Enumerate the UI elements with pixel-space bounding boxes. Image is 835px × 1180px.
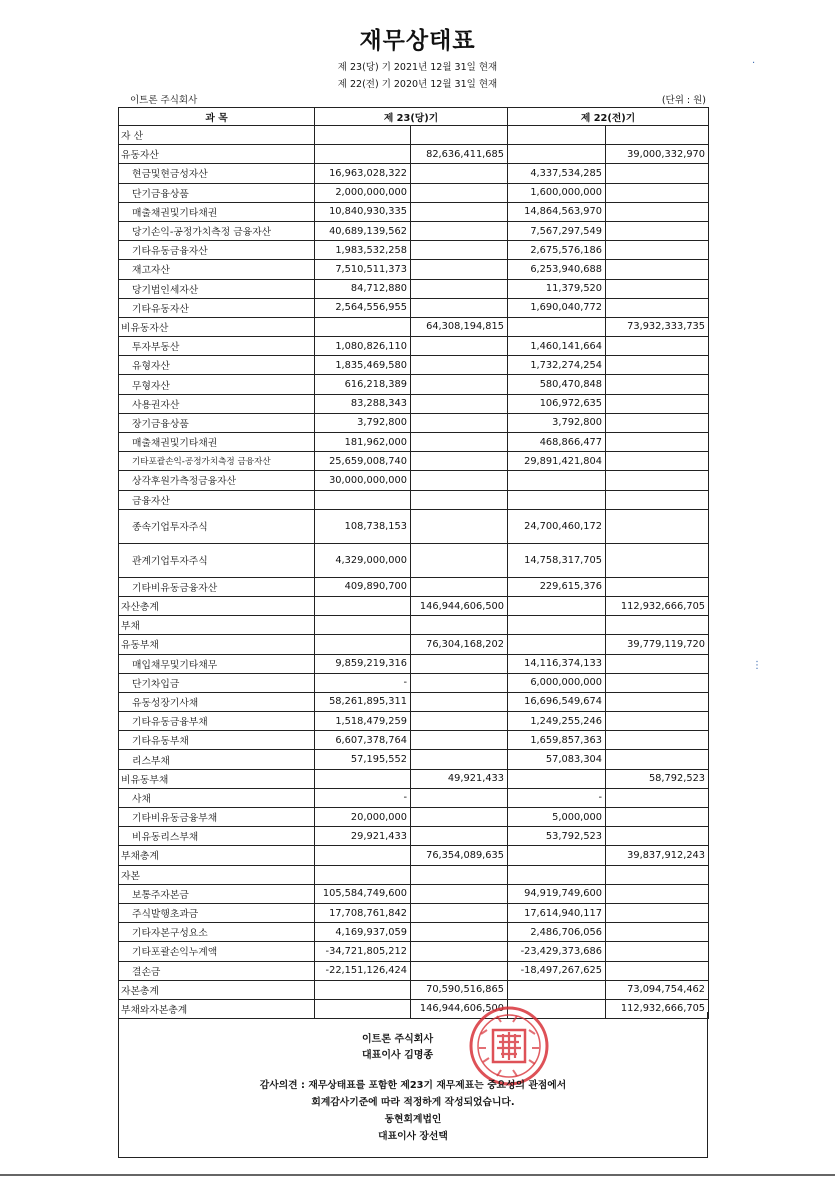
table-row bbox=[119, 731, 709, 750]
prior-total bbox=[606, 827, 709, 846]
current-detail: 3,792,800 bbox=[315, 413, 411, 432]
prior-total bbox=[606, 164, 709, 183]
current-total bbox=[411, 471, 508, 490]
prior-total bbox=[606, 394, 709, 413]
current-total bbox=[411, 413, 508, 432]
table-row bbox=[119, 126, 709, 145]
prior-detail: - bbox=[508, 788, 606, 807]
prior-total bbox=[606, 471, 709, 490]
prior-total bbox=[606, 241, 709, 260]
prior-total bbox=[606, 126, 709, 145]
table-row bbox=[119, 692, 709, 711]
table-row bbox=[119, 241, 709, 260]
balance-sheet-table bbox=[118, 107, 709, 1019]
prior-total bbox=[606, 808, 709, 827]
row-label: 비유동부채 bbox=[119, 769, 315, 788]
row-label: 기타유동부채 bbox=[119, 731, 315, 750]
prior-detail: 16,696,549,674 bbox=[508, 692, 606, 711]
current-total bbox=[411, 942, 508, 961]
current-total bbox=[411, 164, 508, 183]
prior-detail: 11,379,520 bbox=[508, 279, 606, 298]
table-row bbox=[119, 750, 709, 769]
row-label: 기타포괄손익누계액 bbox=[119, 942, 315, 961]
current-detail: 1,080,826,110 bbox=[315, 337, 411, 356]
current-detail: 10,840,930,335 bbox=[315, 202, 411, 221]
current-detail: 7,510,511,373 bbox=[315, 260, 411, 279]
scan-speck-icon: ⋮ bbox=[752, 660, 762, 671]
prior-detail: 229,615,376 bbox=[508, 577, 606, 596]
prior-detail: 3,792,800 bbox=[508, 413, 606, 432]
header-prior: 제 22(전)기 bbox=[508, 108, 709, 126]
prior-detail: 5,000,000 bbox=[508, 808, 606, 827]
current-detail: 25,659,008,740 bbox=[315, 452, 411, 471]
prior-detail: 29,891,421,804 bbox=[508, 452, 606, 471]
prior-detail bbox=[508, 635, 606, 654]
current-total: 146,944,606,500 bbox=[411, 596, 508, 615]
prior-detail: 94,919,749,600 bbox=[508, 884, 606, 903]
current-detail: - bbox=[315, 673, 411, 692]
table-row bbox=[119, 433, 709, 452]
current-detail bbox=[315, 596, 411, 615]
table-row bbox=[119, 375, 709, 394]
row-label: 단기차입금 bbox=[119, 673, 315, 692]
row-label: 부채 bbox=[119, 616, 315, 635]
current-total bbox=[411, 923, 508, 942]
current-detail: 4,169,937,059 bbox=[315, 923, 411, 942]
current-detail: 84,712,880 bbox=[315, 279, 411, 298]
table-row bbox=[119, 769, 709, 788]
current-total bbox=[411, 673, 508, 692]
prior-total bbox=[606, 961, 709, 980]
prior-total bbox=[606, 356, 709, 375]
row-label: 무형자산 bbox=[119, 375, 315, 394]
prior-detail: 6,000,000,000 bbox=[508, 673, 606, 692]
current-total bbox=[411, 279, 508, 298]
current-total bbox=[411, 827, 508, 846]
prior-detail: 17,614,940,117 bbox=[508, 903, 606, 922]
current-total bbox=[411, 490, 508, 509]
current-detail bbox=[315, 317, 411, 336]
current-detail bbox=[315, 865, 411, 884]
prior-total: 73,932,333,735 bbox=[606, 317, 709, 336]
row-label: 유동성장기사채 bbox=[119, 692, 315, 711]
prior-total bbox=[606, 673, 709, 692]
current-detail bbox=[315, 490, 411, 509]
row-label: 비유동자산 bbox=[119, 317, 315, 336]
auditor-opinion-line2: 회계감사기준에 따라 적정하게 작성되었습니다. bbox=[311, 1097, 515, 1108]
prior-detail: 580,470,848 bbox=[508, 375, 606, 394]
current-total bbox=[411, 126, 508, 145]
current-detail: 409,890,700 bbox=[315, 577, 411, 596]
row-label: 기타유동금융자산 bbox=[119, 241, 315, 260]
current-total bbox=[411, 616, 508, 635]
prior-total bbox=[606, 923, 709, 942]
prior-detail bbox=[508, 471, 606, 490]
table-row bbox=[119, 961, 709, 980]
current-detail: 58,261,895,311 bbox=[315, 692, 411, 711]
row-label: 자본총계 bbox=[119, 980, 315, 999]
prior-detail: -23,429,373,686 bbox=[508, 942, 606, 961]
row-label: 유동자산 bbox=[119, 145, 315, 164]
prior-total bbox=[606, 616, 709, 635]
row-label: 사용권자산 bbox=[119, 394, 315, 413]
row-label: 장기금융상품 bbox=[119, 413, 315, 432]
auditor-ceo: 대표이사 장선택 bbox=[378, 1131, 448, 1142]
row-label: 자 산 bbox=[119, 126, 315, 145]
prior-detail: 6,253,940,688 bbox=[508, 260, 606, 279]
current-detail: -34,721,805,212 bbox=[315, 942, 411, 961]
prior-detail bbox=[508, 317, 606, 336]
row-label: 자본 bbox=[119, 865, 315, 884]
prior-detail: 2,675,576,186 bbox=[508, 241, 606, 260]
current-total bbox=[411, 865, 508, 884]
header-item: 과 목 bbox=[119, 108, 315, 126]
table-row bbox=[119, 221, 709, 240]
row-label: 관계기업투자주식 bbox=[119, 543, 315, 577]
current-total bbox=[411, 202, 508, 221]
table-row bbox=[119, 616, 709, 635]
current-detail bbox=[315, 145, 411, 164]
table-row bbox=[119, 394, 709, 413]
current-total bbox=[411, 375, 508, 394]
table-row bbox=[119, 298, 709, 317]
current-total bbox=[411, 577, 508, 596]
prior-total bbox=[606, 452, 709, 471]
prior-detail bbox=[508, 490, 606, 509]
prior-total bbox=[606, 221, 709, 240]
table-row bbox=[119, 356, 709, 375]
current-total bbox=[411, 183, 508, 202]
current-detail bbox=[315, 126, 411, 145]
current-detail: 1,518,479,259 bbox=[315, 712, 411, 731]
prior-total bbox=[606, 731, 709, 750]
current-detail: 1,835,469,580 bbox=[315, 356, 411, 375]
prior-total bbox=[606, 543, 709, 577]
row-label: 당기법인세자산 bbox=[119, 279, 315, 298]
current-detail: 6,607,378,764 bbox=[315, 731, 411, 750]
prior-total bbox=[606, 337, 709, 356]
prior-total bbox=[606, 202, 709, 221]
prior-total: 39,779,119,720 bbox=[606, 635, 709, 654]
prior-total bbox=[606, 260, 709, 279]
row-label: 단기금융상품 bbox=[119, 183, 315, 202]
current-detail: 616,218,389 bbox=[315, 375, 411, 394]
current-detail: -22,151,126,424 bbox=[315, 961, 411, 980]
current-total bbox=[411, 788, 508, 807]
current-detail: 20,000,000 bbox=[315, 808, 411, 827]
current-total bbox=[411, 750, 508, 769]
row-label: 주식발행초과금 bbox=[119, 903, 315, 922]
table-row bbox=[119, 596, 709, 615]
table-row bbox=[119, 673, 709, 692]
prior-detail: 14,116,374,133 bbox=[508, 654, 606, 673]
current-total bbox=[411, 884, 508, 903]
current-total bbox=[411, 692, 508, 711]
current-total bbox=[411, 712, 508, 731]
current-detail: 40,689,139,562 bbox=[315, 221, 411, 240]
prior-detail: -18,497,267,625 bbox=[508, 961, 606, 980]
prior-detail bbox=[508, 145, 606, 164]
prior-total: 39,837,912,243 bbox=[606, 846, 709, 865]
current-total bbox=[411, 433, 508, 452]
table-row bbox=[119, 808, 709, 827]
row-label: 부채총계 bbox=[119, 846, 315, 865]
current-detail: 30,000,000,000 bbox=[315, 471, 411, 490]
current-total: 70,590,516,865 bbox=[411, 980, 508, 999]
header-current: 제 23(당)기 bbox=[315, 108, 508, 126]
current-total bbox=[411, 221, 508, 240]
prior-detail bbox=[508, 769, 606, 788]
current-detail bbox=[315, 616, 411, 635]
table-row bbox=[119, 183, 709, 202]
prior-detail: 24,700,460,172 bbox=[508, 509, 606, 543]
unit-label: (단위 : 원) bbox=[661, 95, 706, 106]
current-detail: 83,288,343 bbox=[315, 394, 411, 413]
auditor-opinion-line1: 감사의견 : 재무상태표를 포함한 제23기 재무제표는 중요성의 관점에서 bbox=[259, 1080, 567, 1091]
prior-detail: 4,337,534,285 bbox=[508, 164, 606, 183]
current-detail: 29,921,433 bbox=[315, 827, 411, 846]
row-label: 부채와자본총계 bbox=[119, 999, 315, 1018]
current-detail: 4,329,000,000 bbox=[315, 543, 411, 577]
prior-total bbox=[606, 375, 709, 394]
table-row bbox=[119, 846, 709, 865]
current-total bbox=[411, 903, 508, 922]
current-detail: 2,000,000,000 bbox=[315, 183, 411, 202]
table-row bbox=[119, 980, 709, 999]
row-label: 당기손익-공정가치측정 금융자산 bbox=[119, 221, 315, 240]
table-row bbox=[119, 317, 709, 336]
prior-detail: 468,866,477 bbox=[508, 433, 606, 452]
row-label: 기타자본구성요소 bbox=[119, 923, 315, 942]
row-label: 비유동리스부채 bbox=[119, 827, 315, 846]
page-title: 재무상태표 bbox=[359, 28, 476, 54]
prior-detail bbox=[508, 846, 606, 865]
table-row bbox=[119, 865, 709, 884]
row-label: 유동부채 bbox=[119, 635, 315, 654]
row-label: 상각후원가측정금융자산 bbox=[119, 471, 315, 490]
prior-detail: 1,732,274,254 bbox=[508, 356, 606, 375]
prior-detail: 1,460,141,664 bbox=[508, 337, 606, 356]
table-row bbox=[119, 827, 709, 846]
prior-total: 112,932,666,705 bbox=[606, 999, 709, 1018]
prior-detail: 106,972,635 bbox=[508, 394, 606, 413]
row-label: 현금및현금성자산 bbox=[119, 164, 315, 183]
prior-total bbox=[606, 884, 709, 903]
scan-speck-icon: · bbox=[752, 58, 756, 69]
prior-detail: 1,249,255,246 bbox=[508, 712, 606, 731]
row-label: 기타유동금융부채 bbox=[119, 712, 315, 731]
row-label: 매출채권및기타채권 bbox=[119, 433, 315, 452]
prior-total bbox=[606, 654, 709, 673]
row-label: 종속기업투자주식 bbox=[119, 509, 315, 543]
prior-total: 73,094,754,462 bbox=[606, 980, 709, 999]
current-total bbox=[411, 731, 508, 750]
current-detail bbox=[315, 635, 411, 654]
current-detail bbox=[315, 846, 411, 865]
row-label: 금융자산 bbox=[119, 490, 315, 509]
prior-detail: 1,600,000,000 bbox=[508, 183, 606, 202]
current-detail: - bbox=[315, 788, 411, 807]
prior-total bbox=[606, 298, 709, 317]
table-row bbox=[119, 260, 709, 279]
prior-detail bbox=[508, 865, 606, 884]
row-label: 매입채무및기타채무 bbox=[119, 654, 315, 673]
current-total bbox=[411, 961, 508, 980]
current-detail: 108,738,153 bbox=[315, 509, 411, 543]
prior-total: 112,932,666,705 bbox=[606, 596, 709, 615]
prior-detail: 7,567,297,549 bbox=[508, 221, 606, 240]
prior-total: 39,000,332,970 bbox=[606, 145, 709, 164]
row-label: 유형자산 bbox=[119, 356, 315, 375]
current-detail: 1,983,532,258 bbox=[315, 241, 411, 260]
current-total: 82,636,411,685 bbox=[411, 145, 508, 164]
current-total bbox=[411, 654, 508, 673]
row-label: 리스부채 bbox=[119, 750, 315, 769]
signature-company: 이트론 주식회사 bbox=[362, 1034, 434, 1045]
prior-detail: 2,486,706,056 bbox=[508, 923, 606, 942]
prior-detail bbox=[508, 126, 606, 145]
row-label: 투자부동산 bbox=[119, 337, 315, 356]
current-total bbox=[411, 452, 508, 471]
prior-detail bbox=[508, 616, 606, 635]
table-row bbox=[119, 202, 709, 221]
current-detail: 181,962,000 bbox=[315, 433, 411, 452]
current-total bbox=[411, 241, 508, 260]
table-row bbox=[119, 577, 709, 596]
prior-total bbox=[606, 433, 709, 452]
period-prior: 제 22(전) 기 2020년 12월 31일 현재 bbox=[337, 79, 498, 90]
prior-detail bbox=[508, 596, 606, 615]
prior-total bbox=[606, 509, 709, 543]
current-detail: 17,708,761,842 bbox=[315, 903, 411, 922]
table-row bbox=[119, 923, 709, 942]
auditor-firm: 동현회계법인 bbox=[384, 1114, 442, 1125]
prior-total: 58,792,523 bbox=[606, 769, 709, 788]
table-row bbox=[119, 413, 709, 432]
current-total bbox=[411, 509, 508, 543]
row-label: 보통주자본금 bbox=[119, 884, 315, 903]
current-total bbox=[411, 337, 508, 356]
prior-total bbox=[606, 942, 709, 961]
table-row bbox=[119, 903, 709, 922]
current-total bbox=[411, 260, 508, 279]
prior-total bbox=[606, 712, 709, 731]
prior-total bbox=[606, 577, 709, 596]
row-label: 기타비유동금융부채 bbox=[119, 808, 315, 827]
prior-total bbox=[606, 865, 709, 884]
table-row bbox=[119, 635, 709, 654]
prior-total bbox=[606, 279, 709, 298]
row-label: 재고자산 bbox=[119, 260, 315, 279]
table-row bbox=[119, 337, 709, 356]
current-detail: 9,859,219,316 bbox=[315, 654, 411, 673]
current-total bbox=[411, 394, 508, 413]
table-row bbox=[119, 452, 709, 471]
table-row bbox=[119, 490, 709, 509]
prior-total bbox=[606, 490, 709, 509]
row-label: 자산총계 bbox=[119, 596, 315, 615]
table-row bbox=[119, 543, 709, 577]
prior-total bbox=[606, 903, 709, 922]
current-detail bbox=[315, 980, 411, 999]
row-label: 사채 bbox=[119, 788, 315, 807]
company-seal-icon bbox=[467, 1004, 551, 1088]
current-total: 49,921,433 bbox=[411, 769, 508, 788]
prior-total bbox=[606, 750, 709, 769]
prior-detail: 14,864,563,970 bbox=[508, 202, 606, 221]
current-total bbox=[411, 356, 508, 375]
page-bottom-rule bbox=[0, 1174, 835, 1176]
table-row bbox=[119, 942, 709, 961]
table-row bbox=[119, 279, 709, 298]
signature-ceo: 대표이사 김명종 bbox=[362, 1050, 434, 1061]
row-label: 기타포괄손익-공정가치측정 금융자산 bbox=[119, 452, 315, 471]
current-total: 76,304,168,202 bbox=[411, 635, 508, 654]
company-name: 이트론 주식회사 bbox=[130, 95, 198, 106]
current-total: 146,944,606,500 bbox=[411, 999, 508, 1018]
current-detail: 16,963,028,322 bbox=[315, 164, 411, 183]
prior-detail: 1,690,040,772 bbox=[508, 298, 606, 317]
prior-detail bbox=[508, 980, 606, 999]
table-row bbox=[119, 788, 709, 807]
current-total bbox=[411, 808, 508, 827]
prior-detail: 53,792,523 bbox=[508, 827, 606, 846]
prior-total bbox=[606, 413, 709, 432]
current-total: 76,354,089,635 bbox=[411, 846, 508, 865]
table-row bbox=[119, 145, 709, 164]
prior-detail: 1,659,857,363 bbox=[508, 731, 606, 750]
current-total: 64,308,194,815 bbox=[411, 317, 508, 336]
row-label: 기타비유동금융자산 bbox=[119, 577, 315, 596]
prior-total bbox=[606, 183, 709, 202]
row-label: 결손금 bbox=[119, 961, 315, 980]
table-row bbox=[119, 884, 709, 903]
table-header-row bbox=[119, 108, 709, 126]
table-row bbox=[119, 509, 709, 543]
prior-total bbox=[606, 692, 709, 711]
row-label: 매출채권및기타채권 bbox=[119, 202, 315, 221]
period-current: 제 23(당) 기 2021년 12월 31일 현재 bbox=[337, 62, 498, 73]
current-detail bbox=[315, 769, 411, 788]
table-row bbox=[119, 712, 709, 731]
prior-detail: 14,758,317,705 bbox=[508, 543, 606, 577]
row-label: 기타유동자산 bbox=[119, 298, 315, 317]
current-detail: 2,564,556,955 bbox=[315, 298, 411, 317]
current-detail: 57,195,552 bbox=[315, 750, 411, 769]
table-row bbox=[119, 471, 709, 490]
table-row bbox=[119, 654, 709, 673]
prior-total bbox=[606, 788, 709, 807]
current-detail: 105,584,749,600 bbox=[315, 884, 411, 903]
current-total bbox=[411, 298, 508, 317]
current-total bbox=[411, 543, 508, 577]
table-row bbox=[119, 164, 709, 183]
prior-detail: 57,083,304 bbox=[508, 750, 606, 769]
